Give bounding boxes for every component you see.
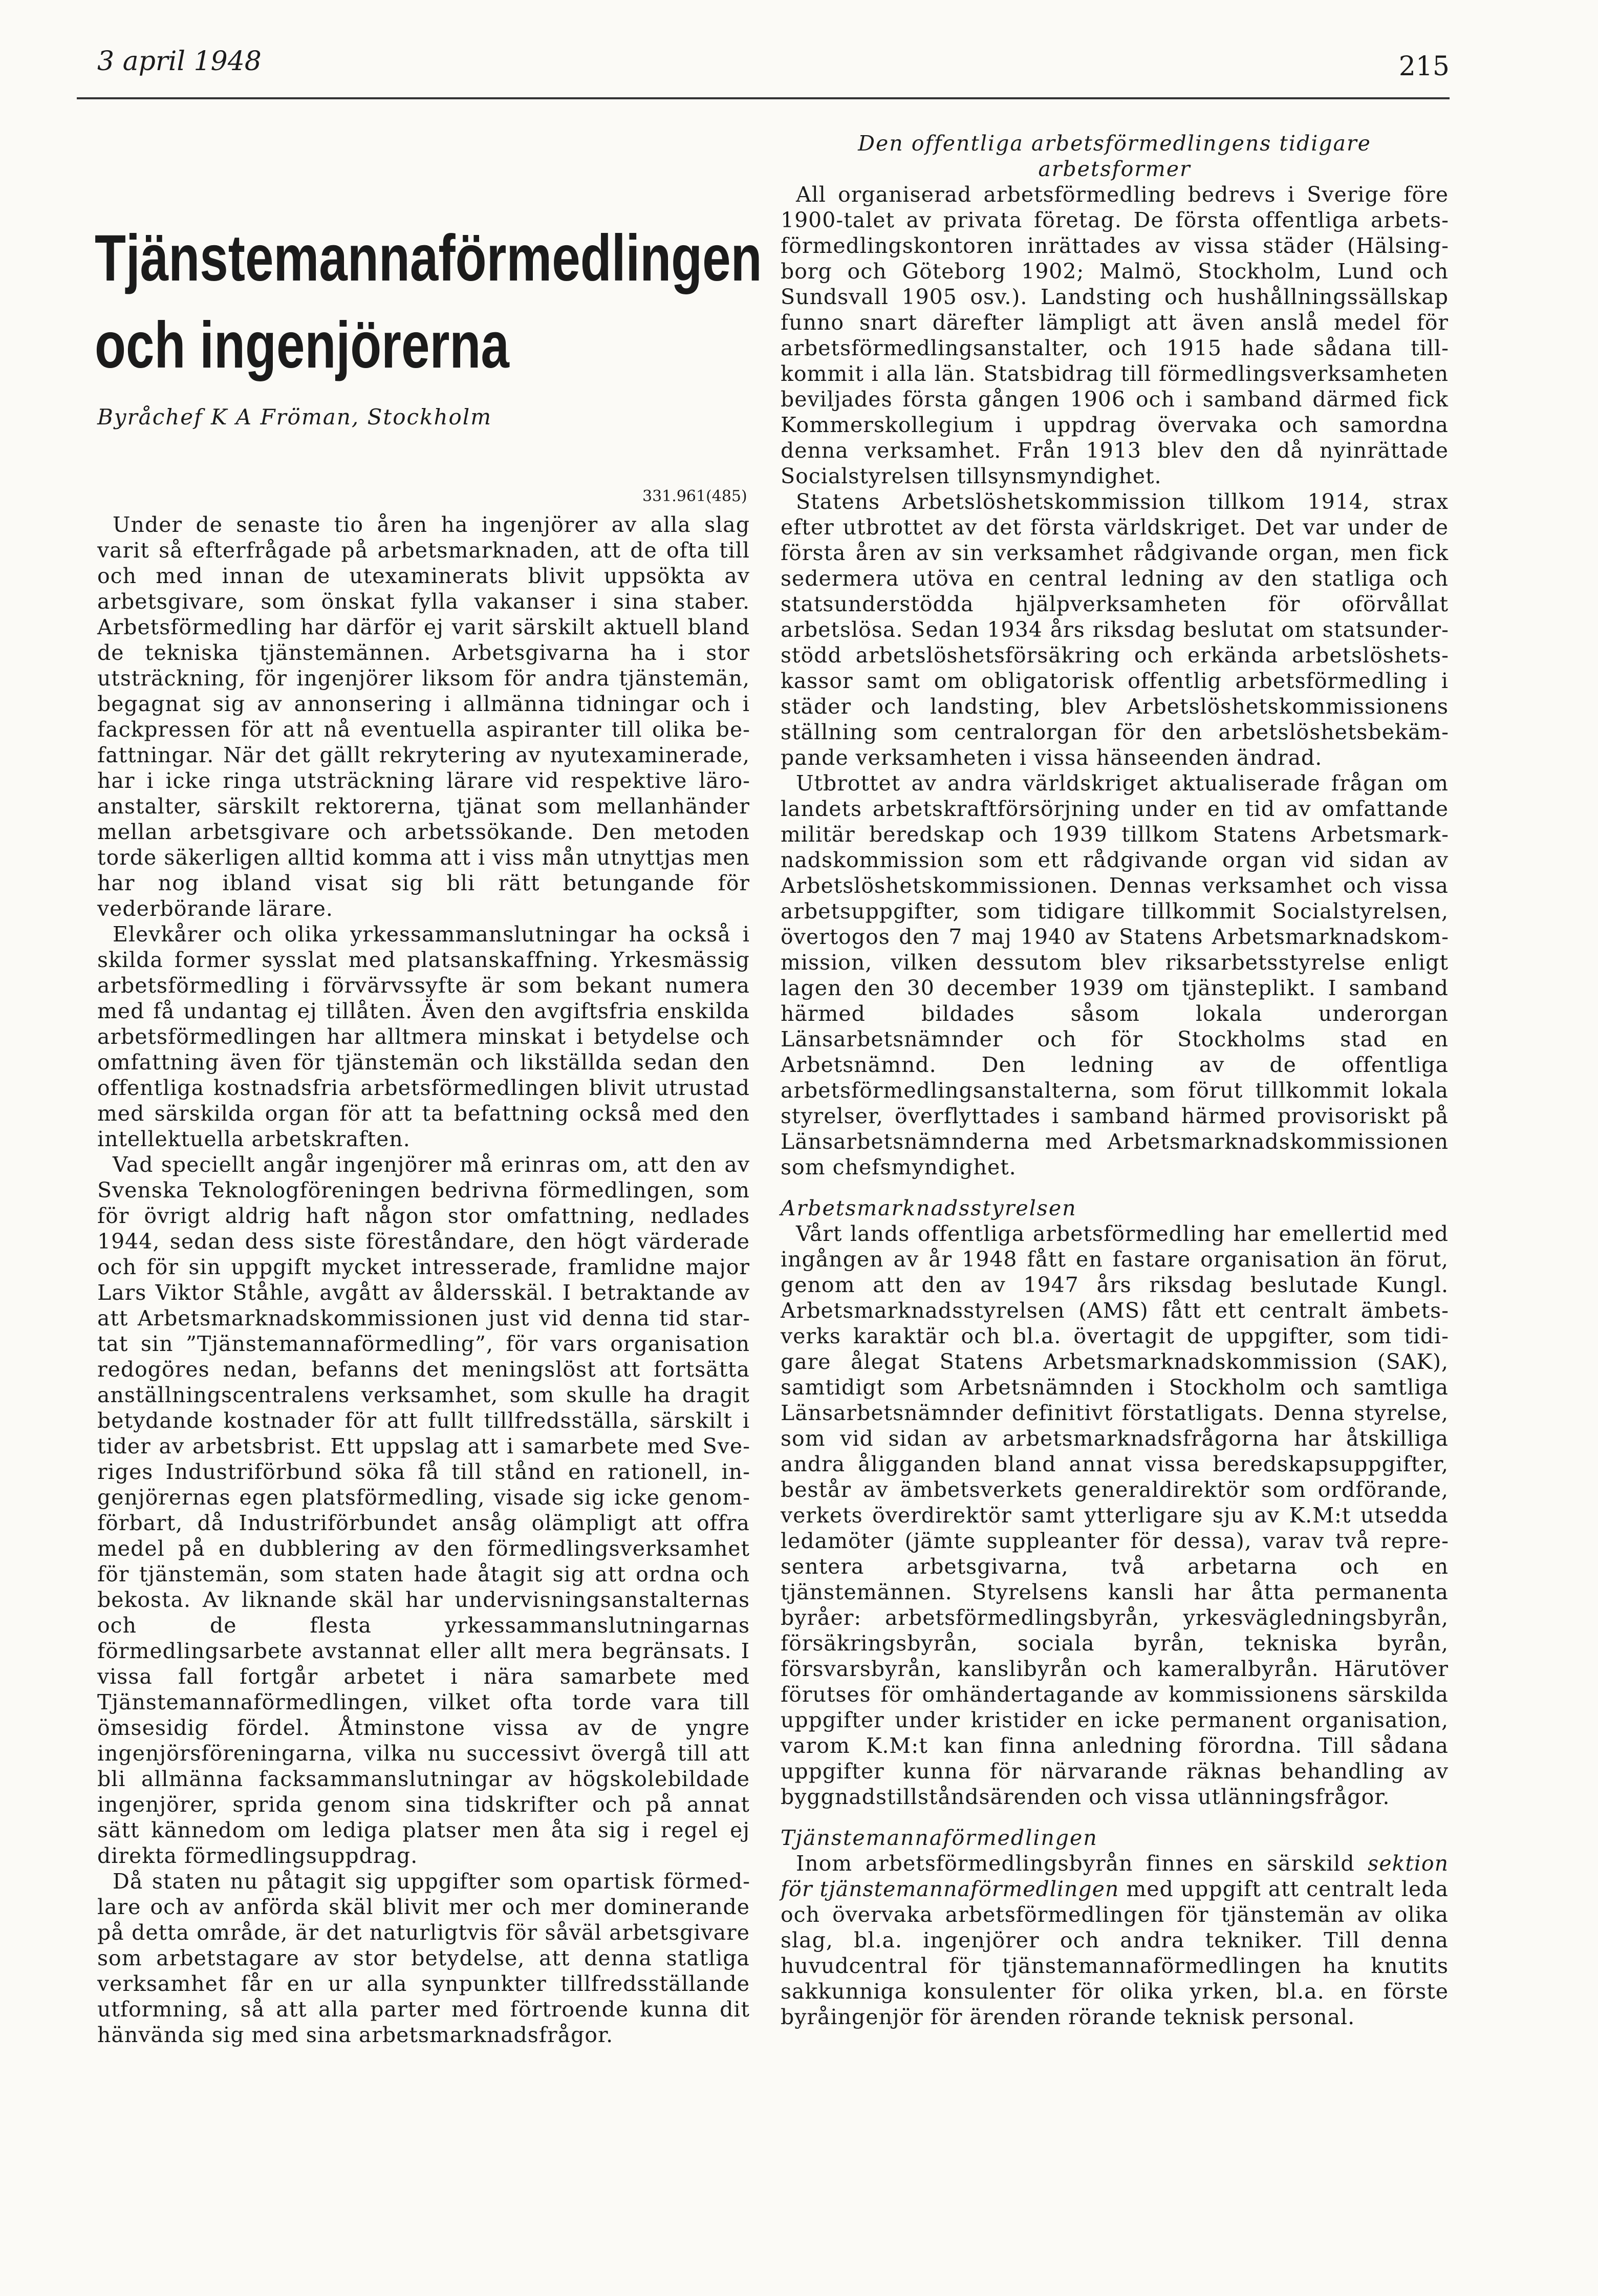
byline: Byråchef K A Fröman, Stockholm: [97, 404, 492, 430]
paragraph: Elevkårer och olika yrkessammanslutningar ha också i skilda former sysslat med platsanskaffning. Yrkesmässig arbetsförmedling i förvärvssyfte är som bekant numera med få undantag ej tillåten. Även den avgiftsfria enskilda arbetsförmedlingen har alltmera minskat i betydelse och omfattning även för tjänstemän och likställda sedan den offentliga kostnadsfria arbetsförmedlingen blivit utrustad med särskilda organ för att ta befattning också med den intellektuella arbetskraften.: [97, 922, 750, 1151]
paragraph: Då staten nu påtagit sig uppgifter som opartisk förmedlare och av anförda skäl blivit mer och mer dominerande på detta område, är det naturligtvis för såväl arbetsgivare som arbetstagare av stor betydelse, att denna statliga verksamhet får en ur alla synpunkter tillfredsställande utformning, så att alla parter med förtroende kunna dit hänvända sig med sina arbetsmarknadsfrågor.: [97, 1869, 750, 2047]
section-heading: Arbetsmarknadsstyrelsen: [781, 1196, 1077, 1220]
issue-date: 3 april 1948: [97, 46, 262, 77]
emphasized-text: sektion för tjänstemannaförmedlingen: [781, 1851, 1449, 1901]
paragraph: Statens Arbetslöshetskommission tillkom 1914, strax efter utbrottet av det första världskriget. Det var under de första åren av sin verksamhet rådgivande organ, men fick sedermera utöva en central ledning av den statliga och statsunderstödda hjälpverksamheten för oförvållat arbetslösa. Sedan 1934 års riksdag beslutat om statsunderstödd arbetslöshetsförsäkring och erkända arbetslöshetskassor samt om obligatorisk offentlig arbetsförmedling i städer och landsting, blev Arbetslöshetskommissionens ställning som centralorgan för den arbetslöshetsbekämpande verksamheten i vissa hänseenden ändrad.: [781, 489, 1449, 770]
paragraph: [781, 1851, 1449, 2030]
left-column: [97, 512, 750, 2048]
paragraph: Under de senaste tio åren ha ingenjörer av alla slag varit så efterfrågade på arbetsmarknaden, att de ofta till och med innan de utexaminerats blivit uppsökta av arbetsgivare, som önskat fylla vakanser i sina staber. Arbetsförmedling har därför ej varit särskilt aktuell bland de tekniska tjänstemännen. Arbetsgivarna ha i stor utsträckning, för ingenjörer liksom för andra tjänstemän, begagnat sig av annonsering i allmänna tidningar och i fackpressen för att nå eventuella aspiranter till olika befattningar. När det gällt rekrytering av nyutexaminerade, har i icke ringa utsträckning lärare vid respektive läroanstalter, särskilt rektorerna, tjänat som mellanhänder mellan arbetsgivare och arbetssökande. Den metoden torde säkerligen alltid komma att i viss mån utnyttjas men har nog ibland visat sig bli rätt betungande för vederbörande lärare.: [97, 512, 750, 921]
page-number: 215: [1398, 51, 1450, 82]
article-title-line-1: Tjänstemannaförmedlingen: [95, 222, 762, 295]
section-heading: Den offentliga arbetsförmedlingens tidigare arbetsformer: [858, 131, 1371, 181]
paragraph: All organiserad arbetsförmedling bedrevs i Sverige före 1900-talet av privata företag. De första offentliga arbetsförmedlingskontoren inrättades av vissa städer (Hälsingborg och Göteborg 1902; Malmö, Stockholm, Lund och Sundsvall 1905 osv.). Landsting och hushållningssällskap funno snart därefter lämpligt att även anslå medel för arbetsförmedlingsanstalter, och 1915 hade sådana tillkommit i alla län. Statsbidrag till förmedlingsverksamheten beviljades första gången 1906 och i samband därmed fick Kommerskollegium i uppdrag övervaka och samordna denna verksamhet. Från 1913 blev den då nyinrättade Socialstyrelsen tillsynsmyndighet.: [781, 182, 1449, 488]
header-rule: [77, 97, 1450, 99]
paragraph: Utbrottet av andra världskriget aktualiserade frågan om landets arbetskraftförsörjning under en tid av omfattande militär beredskap och 1939 tillkom Statens Arbetsmarknadskommission som ett rådgivande organ vid sidan av Arbetslöshetskommissionen. Dennas verksamhet och vissa arbetsuppgifter, som tidigare tillkommit Socialstyrelsen, övertogos den 7 maj 1940 av Statens Arbetsmarknadskommission, vilken dessutom blev riksarbetsstyrelse enligt lagen den 30 december 1939 om tjänsteplikt. I samband härmed bildades såsom lokala underorgan Länsarbetsnämnder och för Stockholms stad en Arbetsnämnd. Den ledning av de offentliga arbetsförmedlingsanstalterna, som förut tillkommit lokala styrelser, överflyttades i samband härmed provisoriskt på Länsarbetsnämnderna med Arbetsmarknadskommissionen som chefsmyndighet.: [781, 771, 1449, 1179]
paragraph-text: Inom arbetsförmedlingsbyrån finnes en särskild: [796, 1851, 1355, 1876]
right-column: [781, 131, 1449, 2030]
article-title: [95, 215, 762, 389]
paragraph: Vad speciellt angår ingenjörer må erinras om, att den av Svenska Teknologföreningen bedrivna förmedlingen, som för övrigt aldrig haft någon stor omfattning, nedlades 1944, sedan dess siste föreståndare, den högt värderade och för sin uppgift mycket intresserade, framlidne major Lars Viktor Ståhle, avgått av åldersskäl. I betraktande av att Arbetsmarknadskommissionen just vid denna tid startat sin ”Tjänstemannaförmedling”, för vars organisation redogöres nedan, befanns det meningslöst att fortsätta anställningscentralens verksamhet, som skulle ha dragit betydande kostnader för att fullt tillfredsställa, särskilt i tider av arbetsbrist. Ett uppslag att i samarbete med Sveriges Industriförbund söka få till stånd en rationell, ingenjörernas egen platsförmedling, visade sig icke genomförbart, då Industriförbundet ansåg olämpligt att offra medel på en dubblering av den förmedlingsverksamhet för tjänstemän, som staten hade åtagit sig att ordna och bekosta. Av liknande skäl har undervisningsanstalternas och de flesta yrkessammanslutningarnas förmedlingsarbete avstannat eller allt mera begränsats. I vissa fall fortgår arbetet i nära samarbete med Tjänstemannaförmedlingen, vilket ofta torde vara till ömsesidig fördel. Åtminstone vissa av de yngre ingenjörsföreningarna, vilka nu successivt övergå till att bli allmänna facksammanslutningar av högskolebildade ingenjörer, sprida genom sina tidskrifter och på annat sätt kännedom om lediga platser men åta sig i regel ej direkta förmedlingsuppdrag.: [97, 1152, 750, 1868]
article-title-line-2: och ingenjörerna: [95, 309, 509, 382]
paragraph: Vårt lands offentliga arbetsförmedling har emellertid med ingången av år 1948 fått en fastare organisation än förut, genom att den av 1947 års riksdag beslutade Kungl. Arbetsmarknadsstyrelsen (AMS) fått ett centralt ämbetsverks karaktär och bl.a. övertagit de uppgifter, som tidigare ålegat Statens Arbetsmarknadskommission (SAK), samtidigt som Arbetsnämnden i Stockholm och samtliga Länsarbetsnämnder definitivt förstatligats. Denna styrelse, som vid sidan av arbetsmarknadsfrågorna har åtskilliga andra åligganden bland annat vissa beredskapsuppgifter, består av ämbetsverkets generaldirektör som ordförande, verkets överdirektör samt ytterligare sju av K.M:t utsedda ledamöter (jämte suppleanter för dessa), varav två representera arbetsgivarna, två arbetarna och en tjänstemännen. Styrelsens kansli har åtta permanenta byråer: arbetsförmedlingsbyrån, yrkesvägledningsbyrån, försäkringsbyrån, sociala byrån, tekniska byrån, försvarsbyrån, kanslibyrån och kameralbyrån. Härutöver förutses för omhändertagande av kommissionens särskilda uppgifter under kristider en icke permanent organisation, varom K.M:t kan finna anledning förordna. Till sådana uppgifter kunna för närvarande räknas behandling av byggnadstillståndsärenden och vissa utlänningsfrågor.: [781, 1221, 1449, 1809]
section-heading: Tjänstemannaförmedlingen: [781, 1826, 1098, 1850]
classification-code: 331.961(485): [642, 487, 747, 505]
paragraph-text: med uppgift att centralt leda och övervaka arbetsförmedlingen för tjänstemän av olika slag, bl.a. ingenjörer och andra tekniker. Till denna huvudcentral för tjänstemannaförmedlingen ha knutits sakkunniga konsulenter för olika yrken, bl.a. en förste byråingenjör för ärenden rörande teknisk personal.: [781, 1877, 1449, 2029]
